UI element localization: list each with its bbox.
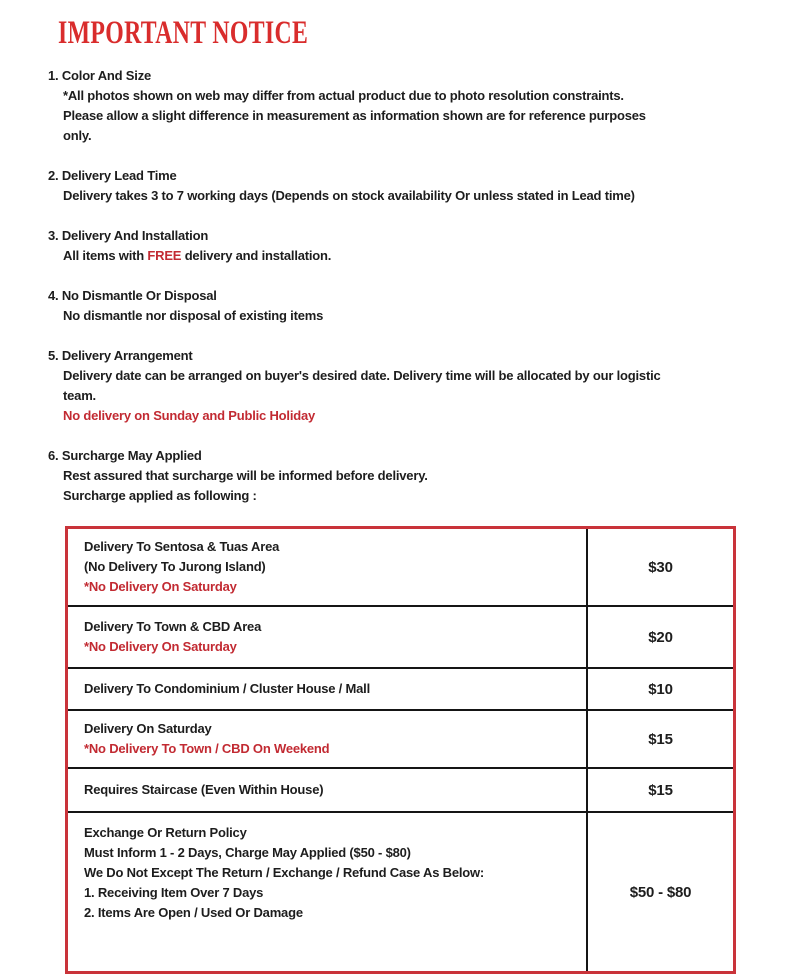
section-heading: 6. Surcharge May Applied [48,448,202,463]
section-line [63,106,800,126]
section-body [48,86,800,146]
surcharge-description [68,607,588,667]
text-part: Delivery date can be arranged on buyer's desired date. Delivery time will be allocated by our logistic [63,368,661,383]
text-part: delivery and installation. [181,248,332,263]
red-emphasis-text: FREE [147,248,182,263]
surcharge-note-red: *No Delivery To Town / CBD On Weekend [84,741,330,756]
surcharge-description [68,669,588,709]
notice-section [48,166,800,206]
notice-section [48,226,800,266]
surcharge-line: Requires Staircase (Even Within House) [84,782,324,797]
section-line [63,186,800,206]
text-part: only. [63,128,92,143]
notice-section [48,446,800,506]
section-heading: 1. Color And Size [48,68,152,83]
section-line [63,386,800,406]
text-part: Rest assured that surcharge will be informed before delivery. [63,468,428,483]
section-body [48,366,800,426]
text-part: *All photos shown on web may differ from actual product due to photo resolution constraints. [63,88,624,103]
text-part: team. [63,388,96,403]
notice-section [48,286,800,326]
surcharge-line: 1. Receiving Item Over 7 Days [84,885,264,900]
surcharge-line: Must Inform 1 - 2 Days, Charge May Applied ($50 - $80) [84,845,411,860]
surcharge-row [68,669,733,711]
surcharge-row [68,813,733,971]
surcharge-note-red: *No Delivery On Saturday [84,639,237,654]
surcharge-row [68,529,733,607]
section-body [48,466,800,506]
surcharge-description [68,711,588,767]
surcharge-line: Exchange Or Return Policy [84,825,247,840]
surcharge-line: Delivery To Sentosa & Tuas Area [84,539,280,554]
surcharge-table [65,526,736,974]
section-line [63,486,800,506]
red-emphasis-text: No delivery on Sunday and Public Holiday [63,408,316,423]
surcharge-description [68,769,588,811]
text-part: Delivery takes 3 to 7 working days (Depends on stock availability Or unless stated in Lead time) [63,188,635,203]
notice-sections [48,66,800,506]
notice-page [0,15,800,920]
surcharge-line: Delivery To Town & CBD Area [84,619,262,634]
section-heading: 3. Delivery And Installation [48,228,209,243]
surcharge-description [68,813,588,971]
surcharge-line: 2. Items Are Open / Used Or Damage [84,905,303,920]
text-part: No dismantle nor disposal of existing items [63,308,324,323]
surcharge-row [68,769,733,813]
section-body [48,186,800,206]
surcharge-line: Delivery On Saturday [84,721,212,736]
section-line [63,246,800,266]
surcharge-price: $15 [648,730,673,748]
surcharge-row [68,607,733,669]
surcharge-line: (No Delivery To Jurong Island) [84,559,266,574]
surcharge-price: $50 - $80 [629,883,692,901]
section-line [63,126,800,146]
section-body [48,246,800,266]
surcharge-description [68,529,588,605]
text-part: Please allow a slight difference in measurement as information shown are for reference purposes [63,108,646,123]
section-heading: 5. Delivery Arrangement [48,348,193,363]
section-line [63,86,800,106]
surcharge-price: $10 [648,680,673,698]
surcharge-price: $30 [648,558,673,576]
text-part: All items with [63,248,148,263]
page-title: IMPORTANT NOTICE [58,15,309,51]
notice-section [48,346,800,426]
section-heading: 4. No Dismantle Or Disposal [48,288,217,303]
text-part: Surcharge applied as following : [63,488,257,503]
surcharge-row [68,711,733,769]
surcharge-note-red: *No Delivery On Saturday [84,579,237,594]
section-line [63,466,800,486]
section-heading: 2. Delivery Lead Time [48,168,177,183]
section-line [63,406,800,426]
surcharge-line: We Do Not Except The Return / Exchange / Refund Case As Below: [84,865,485,880]
section-line [63,366,800,386]
surcharge-price: $15 [648,781,673,799]
section-body [48,306,800,326]
section-line [63,306,800,326]
surcharge-line: Delivery To Condominium / Cluster House / Mall [84,681,370,696]
surcharge-price: $20 [648,628,673,646]
notice-section [48,66,800,146]
